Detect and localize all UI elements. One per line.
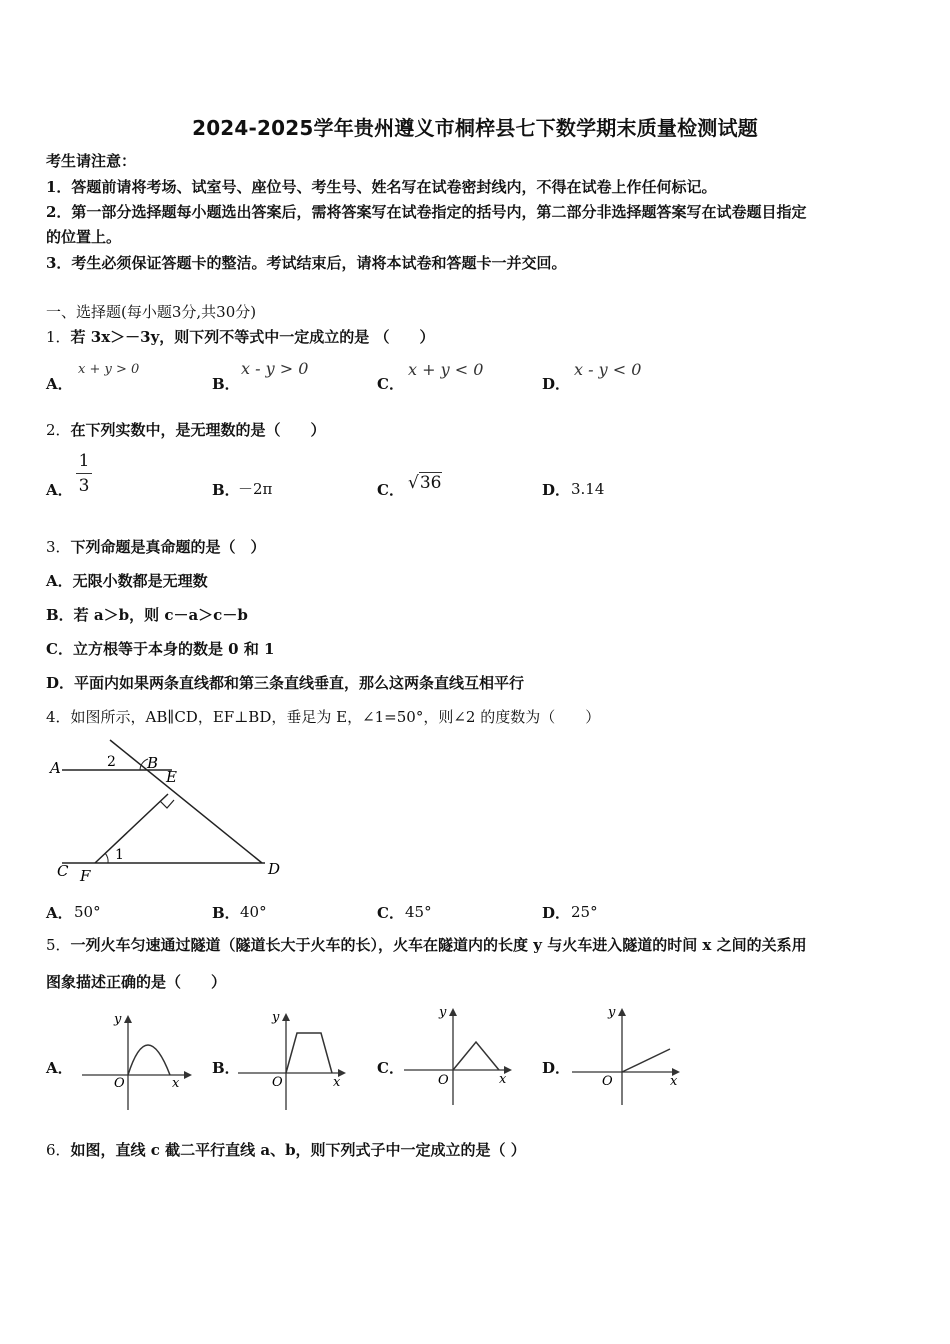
triangle-line [453, 1042, 499, 1070]
q5-option-d-label: D． [542, 1059, 571, 1077]
y-arrow-icon [449, 1008, 457, 1016]
fraction-denominator: 3 [78, 476, 90, 496]
q4-option-d: 25° [571, 903, 598, 921]
fraction-bar [76, 473, 92, 474]
right-angle-mark [160, 800, 174, 808]
question-stem: 下列命题是真命题的是（ ） [70, 538, 266, 556]
label-c: C [57, 862, 69, 880]
q4-option-a-label: A． [46, 904, 73, 922]
q2-option-c-label: C． [377, 481, 404, 499]
angle-1-arc [105, 853, 108, 863]
q5-option-c-label: C． [377, 1059, 404, 1077]
q4-option-b: 40° [240, 903, 267, 921]
curve [128, 1045, 170, 1075]
origin-label: O [438, 1073, 449, 1088]
sqrt-icon: √ [408, 473, 419, 493]
q1-option-b: x - y > 0 [241, 359, 309, 378]
x-label: x [333, 1075, 341, 1090]
q1-option-d-label: D． [542, 375, 571, 393]
origin-label: O [272, 1075, 283, 1090]
sqrt-radicand: 36 [419, 473, 442, 493]
q4-option-b-label: B． [212, 904, 240, 922]
q2-option-a-label: A． [46, 481, 73, 499]
y-label: y [608, 1005, 616, 1020]
q5-graph-d [568, 1000, 688, 1110]
question-5 [46, 935, 807, 955]
q1-option-d: x - y < 0 [574, 360, 642, 379]
q3-option-b: B．若 a＞b，则 c－a＞c－b [46, 606, 248, 624]
question-stem: 若 3x＞－3y，则下列不等式中一定成立的是 （ ） [70, 328, 435, 346]
q1-option-c-label: C． [377, 375, 404, 393]
question-6 [46, 1140, 526, 1160]
question-stem: 一列火车匀速通过隧道（隧道长大于火车的长），火车在隧道内的长度 y 与火车进入隧道的时间 x 之间的关系用 [70, 936, 807, 954]
q3-option-d: D．平面内如果两条直线都和第三条直线垂直，那么这两条直线互相平行 [46, 674, 525, 692]
q5-graph-a [76, 1005, 196, 1115]
x-label: x [172, 1076, 180, 1091]
q5-graph-c [400, 1000, 520, 1110]
y-label: y [272, 1010, 280, 1025]
notice-item-2: 2．第一部分选择题每小题选出答案后，需将答案写在试卷指定的括号内，第二部分非选择题答案写在试卷题目指定 [46, 203, 807, 221]
question-number: 4． [46, 708, 71, 726]
origin-label: O [114, 1076, 125, 1091]
section-heading: 一、选择题(每小题3分,共30分) [46, 303, 257, 321]
q2-option-d: 3.14 [571, 480, 605, 498]
notice-item-3: 3．考生必须保证答题卡的整洁。考试结束后，请将本试卷和答题卡一并交回。 [46, 254, 567, 272]
question-number: 3． [46, 538, 71, 556]
line-bd [110, 740, 262, 863]
origin-label: O [602, 1074, 613, 1089]
rising-line [622, 1049, 670, 1072]
y-label: y [439, 1005, 447, 1020]
question-number: 1． [46, 328, 71, 346]
question-4 [46, 707, 600, 727]
x-label: x [499, 1072, 507, 1087]
x-arrow-icon [184, 1071, 192, 1079]
notice-heading: 考生请注意： [46, 152, 137, 170]
trapezoid-line [286, 1033, 332, 1073]
label-f: F [80, 867, 91, 885]
y-arrow-icon [282, 1013, 290, 1021]
q2-option-b: －2π [238, 480, 273, 498]
q2-fraction [76, 451, 92, 496]
q4-option-c-label: C． [377, 904, 404, 922]
q1-option-c: x + y < 0 [408, 360, 484, 379]
label-d: D [268, 860, 281, 878]
question-number: 2． [46, 421, 71, 439]
question-stem: 如图所示，AB∥CD，EF⊥BD，垂足为 E，∠1=50°，则∠2 的度数为（ ） [70, 708, 601, 726]
q5-option-a-label: A． [46, 1059, 73, 1077]
q2-option-b-label: B． [212, 481, 240, 499]
q3-option-a: A．无限小数都是无理数 [46, 572, 208, 590]
line-ef [95, 794, 168, 863]
q2-sqrt [408, 473, 442, 493]
question-number: 6． [46, 1141, 71, 1159]
page-title: 2024-2025学年贵州遵义市桐梓县七下数学期末质量检测试题 [192, 116, 758, 140]
q4-figure [40, 735, 300, 885]
question-5-cont: 图象描述正确的是（ ） [46, 973, 227, 991]
question-stem: 在下列实数中，是无理数的是（ ） [70, 421, 326, 439]
q1-option-a-label: A． [46, 375, 73, 393]
q1-option-a: x + y > 0 [78, 362, 140, 377]
q4-option-a: 50° [74, 903, 101, 921]
q3-option-c: C．立方根等于本身的数是 0 和 1 [46, 640, 275, 658]
label-b: B [147, 754, 159, 772]
question-2 [46, 420, 326, 440]
question-1 [46, 327, 435, 347]
fraction-numerator: 1 [78, 451, 90, 471]
q5-graph-b [234, 1005, 354, 1115]
notice-item-1: 1．答题前请将考场、试室号、座位号、考生号、姓名写在试卷密封线内，不得在试卷上作任何标记。 [46, 178, 717, 196]
label-a: A [50, 759, 61, 777]
label-e: E [166, 768, 177, 786]
q4-option-c: 45° [405, 903, 432, 921]
notice-item-2-cont: 的位置上。 [46, 228, 122, 246]
y-arrow-icon [618, 1008, 626, 1016]
question-stem: 如图，直线 c 截二平行直线 a、b，则下列式子中一定成立的是（ ） [70, 1141, 526, 1159]
question-3 [46, 537, 266, 557]
q1-option-b-label: B． [212, 375, 240, 393]
q2-option-d-label: D． [542, 481, 571, 499]
y-arrow-icon [124, 1015, 132, 1023]
label-angle-2: 2 [107, 754, 116, 770]
q4-option-d-label: D． [542, 904, 571, 922]
q5-option-b-label: B． [212, 1059, 240, 1077]
label-angle-1: 1 [115, 847, 124, 863]
x-label: x [670, 1074, 678, 1089]
y-label: y [114, 1012, 122, 1027]
question-number: 5． [46, 936, 71, 954]
